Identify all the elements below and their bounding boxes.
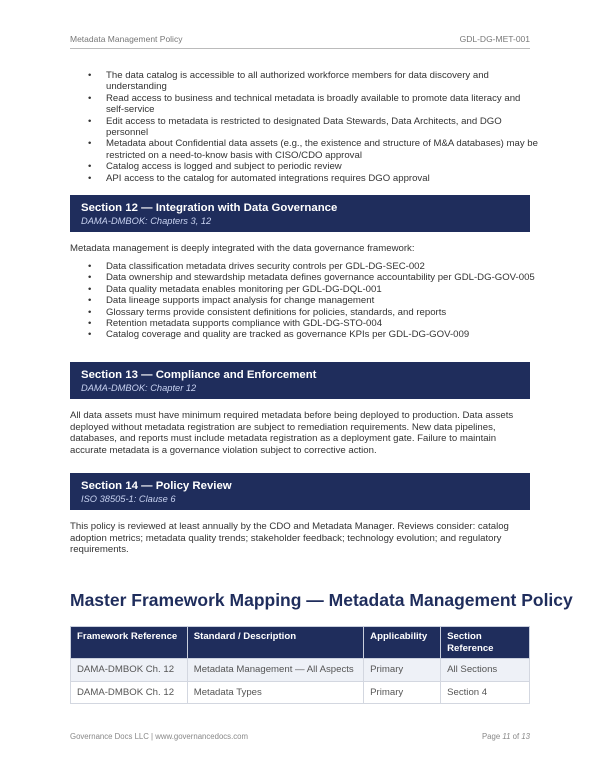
- mapping-title: Master Framework Mapping — Metadata Management Policy: [70, 590, 573, 610]
- column-header: Applicability: [364, 627, 441, 659]
- section-title: Section 12 — Integration with Data Governance: [81, 202, 338, 214]
- list-item: • Data classification metadata drives security controls per GDL-DG-SEC-002: [88, 261, 538, 272]
- section-14-header: [70, 473, 530, 510]
- table-cell: All Sections: [441, 659, 530, 682]
- footer-company: Governance Docs LLC | www.governancedocs.com: [70, 732, 248, 741]
- list-item: • Catalog access is logged and subject to periodic review: [88, 161, 538, 172]
- section-reference: DAMA-DMBOK: Chapters 3, 12: [81, 216, 212, 226]
- list-item: • Data lineage supports impact analysis for change management: [88, 295, 538, 306]
- list-item: • Read access to business and technical metadata is broadly available to promote data literacy and self-service: [88, 93, 538, 116]
- table-cell: Section 4: [441, 681, 530, 704]
- page-header: [70, 34, 530, 49]
- page-footer: [70, 732, 530, 741]
- list-item: • The data catalog is accessible to all authorized workforce members for data discovery and understanding: [88, 70, 538, 93]
- table-cell: DAMA-DMBOK Ch. 12: [71, 659, 188, 682]
- table-cell: Primary: [364, 681, 441, 704]
- column-header: Section Reference: [441, 627, 530, 659]
- section-12-intro: Metadata management is deeply integrated with the data governance framework:: [70, 243, 415, 254]
- table-row: [71, 659, 530, 682]
- section-title: Section 14 — Policy Review: [81, 480, 232, 492]
- framework-mapping-table: [70, 626, 530, 704]
- section-13-header: [70, 362, 530, 399]
- header-title: Metadata Management Policy: [70, 34, 183, 44]
- table-row: [71, 681, 530, 704]
- column-header: Standard / Description: [187, 627, 363, 659]
- section-reference: DAMA-DMBOK: Chapter 12: [81, 383, 197, 393]
- header-doc-id: GDL-DG-MET-001: [459, 34, 530, 44]
- access-bullet-list: [88, 70, 538, 184]
- section-12-header: [70, 195, 530, 232]
- list-item: • Retention metadata supports compliance with GDL-DG-STO-004: [88, 318, 538, 329]
- section-title: Section 13 — Compliance and Enforcement: [81, 369, 317, 381]
- table-header-row: [71, 627, 530, 659]
- table-cell: Metadata Types: [187, 681, 363, 704]
- table-cell: Primary: [364, 659, 441, 682]
- table-cell: Metadata Management — All Aspects: [187, 659, 363, 682]
- page-number: Page 11 of 13: [481, 732, 530, 741]
- section-reference: ISO 38505-1: Clause 6: [81, 494, 176, 504]
- column-header: Framework Reference: [71, 627, 188, 659]
- list-item: • Data ownership and stewardship metadata defines governance accountability per GDL-DG-GOV-005: [88, 272, 538, 283]
- list-item: • API access to the catalog for automated integrations requires DGO approval: [88, 173, 538, 184]
- list-item: • Metadata about Confidential data assets (e.g., the existence and structure of M&A databases) may be restricted on a need-to-know basis with CISO/CDO approval: [88, 138, 538, 161]
- list-item: • Data quality metadata enables monitoring per GDL-DG-DQL-001: [88, 284, 538, 295]
- list-item: • Edit access to metadata is restricted to designated Data Stewards, Data Architects, and DGO personnel: [88, 116, 538, 139]
- list-item: • Catalog coverage and quality are tracked as governance KPIs per GDL-DG-GOV-009: [88, 329, 538, 340]
- table-cell: DAMA-DMBOK Ch. 12: [71, 681, 188, 704]
- section-13-body: All data assets must have minimum required metadata before being deployed to production. Data assets deployed without metadata registration are subject to remediation requirements. New data pipelines, databases, and reports must include metadata registration as a deployment gate. Failure to maintain accurate metadata is a governance violation subject to corrective action.: [70, 410, 514, 456]
- section-14-body: This policy is reviewed at least annually by the CDO and Metadata Manager. Reviews consider: catalog adoption metrics; metadata quality trends; stakeholder feedback; technology evolution; and regulatory requirements.: [70, 521, 509, 556]
- list-item: • Glossary terms provide consistent definitions for policies, standards, and reports: [88, 307, 538, 318]
- section-12-bullet-list: [88, 261, 538, 341]
